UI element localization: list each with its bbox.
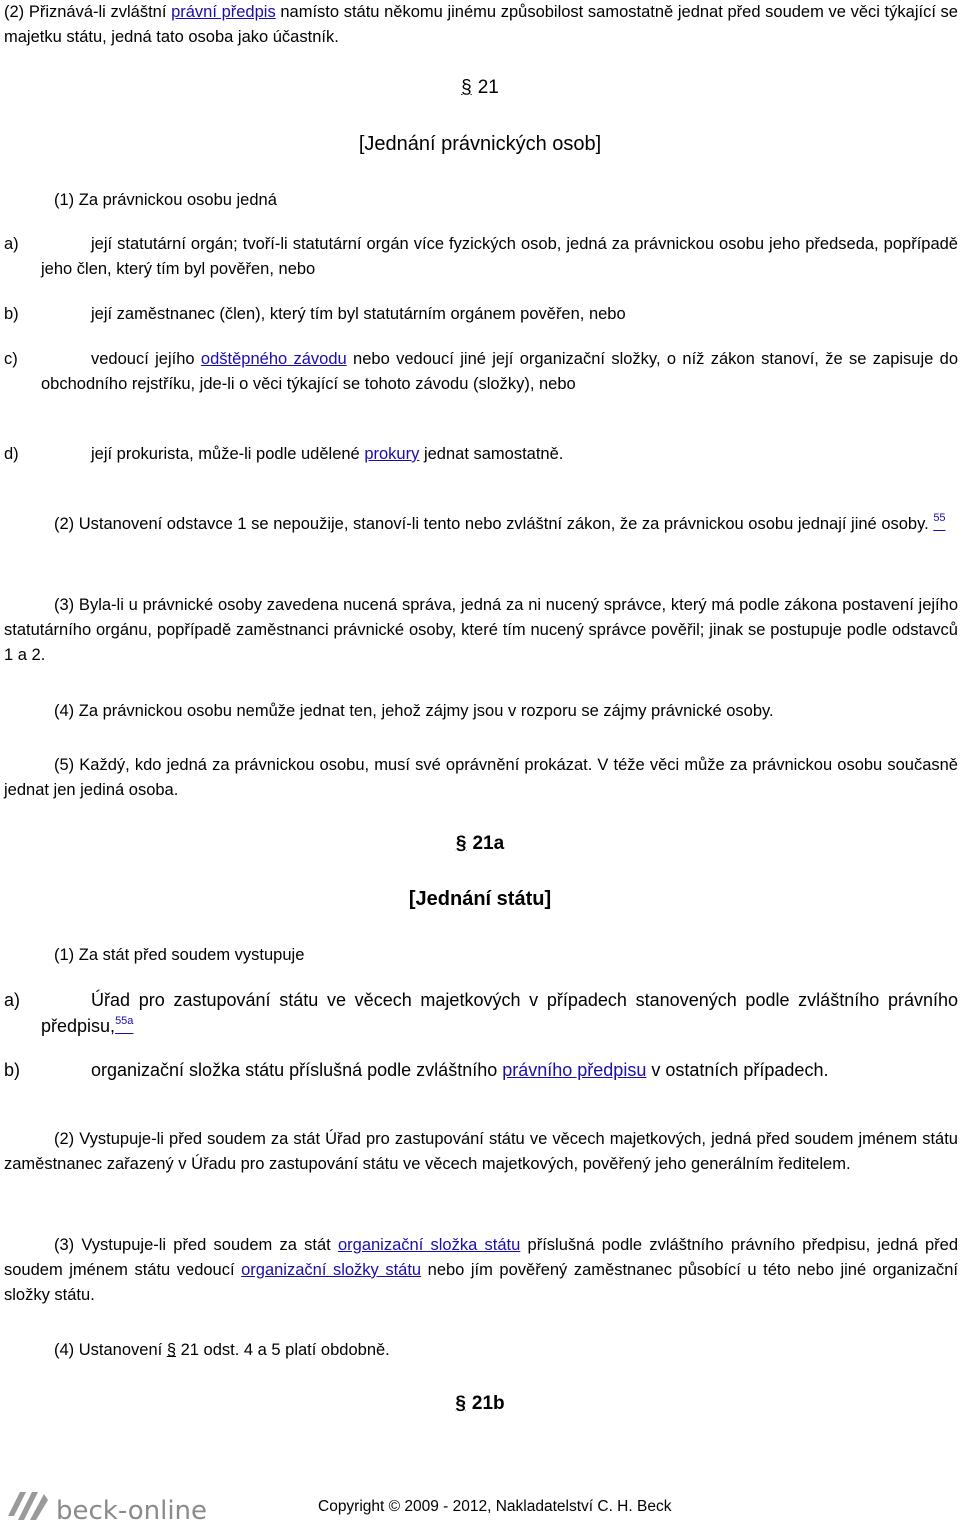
link-prokura[interactable]: prokury bbox=[364, 445, 420, 463]
item-text-part: organizační složka státu příslušná podle zvláštního bbox=[91, 1060, 503, 1080]
s21a-p2: (2) Vystupuje-li před soudem za stát Úřad pro zastupování státu ve věcech majetkových, jedná před soudem jménem státu zaměstnanec zařazený v Úřadu pro zastupování státu ve věcech majetkových, pověřený jeho generálním ředitelem. bbox=[4, 1130, 958, 1173]
s21-p4: (4) Za právnickou osobu nemůže jednat ten, jehož zájmy jsou v rozporu se zájmy právnické osoby. bbox=[54, 702, 774, 720]
item-text-part: nebo vedoucí jiné její organizační složky, o níž zákon stanoví, že se zapisuje do obchodního rejstříku, jde-li o věci týkající se tohoto závodu (složky), nebo bbox=[41, 350, 958, 393]
s21a-p3 bbox=[4, 1233, 958, 1308]
footnote-marker: 55 bbox=[933, 512, 946, 524]
section-21a-title: [Jednání státu] bbox=[408, 888, 552, 910]
paragraph-text: (4) Ustanovení bbox=[54, 1341, 167, 1359]
item-label: b) bbox=[4, 305, 19, 323]
section-number: 21 bbox=[477, 77, 499, 98]
s21-p2 bbox=[4, 512, 958, 537]
beck-online-logo-icon bbox=[6, 1486, 266, 1526]
item-label: c) bbox=[4, 350, 18, 368]
item-label: b) bbox=[4, 1060, 21, 1080]
item-label: a) bbox=[4, 235, 19, 253]
link-odstepny-zavod[interactable]: odštěpného závodu bbox=[200, 350, 347, 368]
paragraph-sign: § bbox=[166, 1341, 176, 1359]
s21a-p1-lead: (1) Za stát před soudem vystupuje bbox=[54, 946, 305, 964]
section-number: 21a bbox=[472, 833, 505, 854]
link-pravni-predpis-2[interactable]: právního předpisu bbox=[502, 1060, 647, 1080]
paragraph-text: (3) Vystupuje-li před soudem za stát bbox=[54, 1236, 338, 1254]
s21-item-a bbox=[4, 232, 958, 282]
item-text-part: v ostatních případech. bbox=[646, 1060, 829, 1080]
item-text: její zaměstnanec (člen), který tím byl statutárním orgánem pověřen, nebo bbox=[91, 305, 626, 323]
s21a-p4 bbox=[4, 1338, 958, 1363]
intro-text-rest: namísto státu někomu jinému způsobilost samostatně jednat před soudem ve věci týkající se majetku státu, jedná tato osoba jako účastník. bbox=[4, 3, 958, 46]
paragraph-text: nebo jím pověřený zaměstnanec působící u této nebo jiné organizační složky státu. bbox=[4, 1261, 958, 1304]
item-text bbox=[41, 987, 958, 1039]
footer-copyright: Copyright © 2009 - 2012, Nakladatelství C. H. Beck bbox=[318, 1498, 672, 1515]
s21-p3: (3) Byla-li u právnické osoby zavedena nucená správa, jedná za ni nucený správce, který má podle zákona postavení jejího statutárního orgánu, popřípadě zaměstnanci právnické osoby, které tím nucený správce pověřil; jinak se postupuje podle odstavců 1 a 2. bbox=[4, 596, 958, 664]
paragraph-text: (2) Ustanovení odstavce 1 se nepoužije, stanoví-li tento nebo zvláštní zákon, že za právnickou osobu jednají jiné osoby. bbox=[54, 515, 929, 533]
footnote-55a-link[interactable] bbox=[115, 1016, 133, 1036]
footnote-55-link[interactable] bbox=[933, 512, 946, 533]
section-21a-number bbox=[0, 831, 960, 857]
item-label: d) bbox=[4, 445, 19, 463]
footnote-marker: 55a bbox=[115, 1015, 134, 1027]
s21-item-d bbox=[4, 442, 958, 467]
item-text-part: jednat samostatně. bbox=[419, 445, 564, 463]
s21-item-c bbox=[4, 347, 958, 397]
item-text bbox=[41, 347, 958, 397]
s21-p1-lead: (1) Za právnickou osobu jedná bbox=[54, 191, 277, 209]
paragraph-text: příslušná podle zvláštního právního předpisu, jedná před soudem jménem státu vedoucí bbox=[4, 1236, 959, 1279]
beck-online-logo bbox=[6, 1486, 266, 1526]
s21-p5: (5) Každý, kdo jedná za právnickou osobu, musí své oprávnění prokázat. V téže věci může za právnickou osobu současně jednat jen jediná osoba. bbox=[4, 756, 958, 799]
link-organizacni-slozky-statu[interactable]: organizační složky státu bbox=[241, 1261, 422, 1279]
paragraph-sign: § bbox=[455, 1393, 466, 1414]
item-text: její statutární orgán; tvoří-li statutární orgán více fyzických osob, jedná za právnickou osobu jeho předseda, popřípadě jeho člen, který tím byl pověřen, nebo bbox=[41, 235, 958, 278]
item-text-part: její prokurista, může-li podle udělené bbox=[91, 445, 365, 463]
intro-text: (2) Přiznává-li zvláštní bbox=[4, 3, 172, 21]
intro-paragraph bbox=[4, 0, 958, 50]
paragraph-sign: § bbox=[455, 833, 467, 854]
s21a-item-a bbox=[4, 987, 958, 1039]
link-organizacni-slozka-statu[interactable]: organizační složka státu bbox=[337, 1236, 521, 1254]
section-21b-number bbox=[0, 1391, 960, 1417]
section-21-title: [Jednání právnických osob] bbox=[358, 133, 602, 155]
section-number: 21b bbox=[471, 1393, 505, 1414]
link-pravni-predpis[interactable]: právní předpis bbox=[171, 3, 276, 21]
logo-text: beck-online bbox=[56, 1496, 208, 1526]
paragraph-text: 21 odst. 4 a 5 platí obdobně. bbox=[176, 1341, 390, 1359]
section-21-number bbox=[0, 75, 960, 101]
s21-item-b bbox=[4, 302, 958, 327]
item-text bbox=[41, 442, 958, 467]
paragraph-sign: § bbox=[461, 77, 472, 98]
item-text bbox=[41, 1057, 958, 1083]
item-text-part: Úřad pro zastupování státu ve věcech majetkových v případech stanovených podle zvláštního právního předpisu, bbox=[41, 990, 958, 1036]
s21a-item-b bbox=[4, 1057, 958, 1083]
item-text-part: vedoucí jejího bbox=[91, 350, 201, 368]
item-label: a) bbox=[4, 990, 21, 1010]
